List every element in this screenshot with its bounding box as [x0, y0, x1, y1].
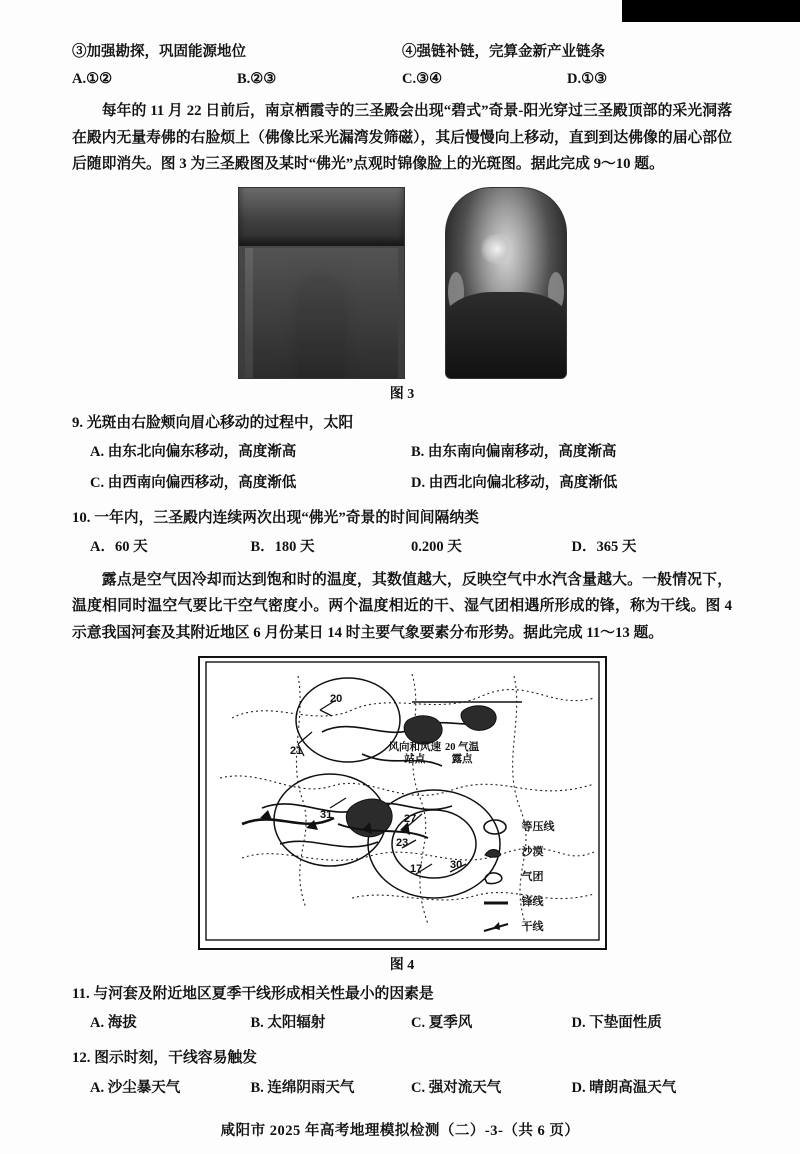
- passage-2-text: 露点是空气因冷却而达到饱和时的温度，其数值越大，反映空气中水汽含量越大。一般情况下，温度相同时温空气要比干空气密度小。两个温度相近的干、湿气团相遇所形成的锋，称为干线。图 4 示意我国河套及其附近地区 6 月份某日 14 时主要气象要素分布形势。据此完成 11～13 题。: [72, 571, 732, 641]
- top-question-choices: [72, 65, 732, 94]
- legend-item-dryline: [481, 915, 599, 940]
- svg-text:31: 31: [319, 808, 332, 821]
- buddha-ear-right-icon: [548, 272, 564, 312]
- question-9-stem: [72, 409, 732, 437]
- wind-legend-line3: 20 气温: [445, 741, 480, 753]
- dryline-icon: [481, 918, 515, 936]
- q12-option-c[interactable]: C. 强对流天气: [411, 1079, 502, 1096]
- question-12-number: 12.: [72, 1050, 91, 1067]
- svg-text:23: 23: [395, 836, 408, 849]
- desert-icon: [481, 843, 515, 861]
- wind-legend-line4: 露点: [451, 753, 473, 765]
- front-line-icon: [481, 893, 515, 911]
- question-11-number: 11.: [72, 985, 90, 1002]
- question-11-stem: [72, 980, 732, 1008]
- figure-4-caption: 图 4: [389, 957, 415, 973]
- question-11-text: 与河套及附近地区夏季干线形成相关性最小的因素是: [93, 985, 434, 1002]
- q12-option-a[interactable]: A. 沙尘暴天气: [90, 1079, 181, 1096]
- isobar-icon: [481, 818, 515, 836]
- q9-option-a[interactable]: A. 由东北向偏东移动，高度渐高: [90, 444, 297, 461]
- question-11-options: [72, 1008, 732, 1038]
- q10-option-a[interactable]: A．60 天: [90, 539, 148, 556]
- q11-option-d[interactable]: D. 下垫面性质: [571, 1014, 662, 1031]
- temple-photo: [238, 187, 405, 379]
- q9-option-b[interactable]: B. 由东南向偏南移动，高度渐高: [411, 444, 617, 461]
- wind-legend-line2: 站点: [404, 753, 426, 765]
- figure-4: [72, 656, 732, 974]
- top-black-bar: [622, 0, 800, 22]
- q11-option-a[interactable]: A. 海拔: [90, 1014, 137, 1031]
- top-question-line1: [72, 40, 732, 65]
- q9-option-d[interactable]: D. 由西北向偏北移动，高度渐低: [411, 474, 618, 491]
- passage-1-text: 每年的 11 月 22 日前后，南京栖霞寺的三圣殿会出现“碧式”奇景-阳光穿过三圣殿顶部的采光洞落在殿内无量寿佛的右脸烦上（佛像比采光漏湾发筛磁），其后慢慢向上移动，直到到达佛像的届心部位后随即消失。图 3 为三圣殿图及某时“佛光”点观时锦像脸上的光斑图。据此完成 9～10 题。: [72, 103, 732, 173]
- q10-option-b[interactable]: B．180 天: [250, 539, 315, 556]
- svg-text:21: 21: [289, 744, 302, 757]
- legend-item-isobar: [481, 815, 599, 840]
- choice-a[interactable]: A.①②: [72, 71, 113, 88]
- legend-label-dryline: 干线: [521, 920, 544, 933]
- legend-item-desert: [481, 840, 599, 865]
- weather-map: [198, 656, 607, 950]
- passage-1: [72, 98, 732, 177]
- option-4-text: ④强链补链，完算金新产业链条: [402, 44, 605, 60]
- q12-option-b[interactable]: B. 连绵阴雨天气: [250, 1079, 355, 1096]
- map-legend: [481, 815, 599, 940]
- legend-label-front: 锋线: [521, 895, 544, 908]
- svg-text:27: 27: [403, 812, 416, 825]
- q9-option-c[interactable]: C. 由西南向偏西移动，高度渐低: [90, 474, 297, 491]
- q10-option-d[interactable]: D．365 天: [571, 539, 637, 556]
- legend-label-airmass: 气团: [521, 870, 544, 883]
- choice-d[interactable]: D.①③: [567, 71, 608, 88]
- q10-option-c[interactable]: 0.200 天: [411, 539, 462, 556]
- q11-option-c[interactable]: C. 夏季风: [411, 1014, 473, 1031]
- svg-text:20: 20: [329, 692, 342, 705]
- q12-option-d[interactable]: D. 晴朗高温天气: [571, 1079, 677, 1096]
- question-12-stem: [72, 1044, 732, 1072]
- legend-label-isobar: 等压线: [521, 820, 555, 833]
- buddha-ear-left-icon: [448, 272, 464, 312]
- question-12-options: [72, 1073, 732, 1103]
- page-footer: 咸阳市 2025 年高考地理模拟检测（二）-3-（共 6 页）: [220, 1123, 580, 1139]
- q11-option-b[interactable]: B. 太阳辐射: [250, 1014, 326, 1031]
- question-10-text: 一年内，三圣殿内连续两次出现“佛光”奇景的时间间隔纳类: [94, 510, 479, 527]
- choice-b[interactable]: B.②③: [237, 71, 277, 88]
- legend-item-airmass: [481, 865, 599, 890]
- svg-text:17: 17: [409, 862, 422, 875]
- figure-3: [72, 187, 732, 403]
- wind-legend-annotation: [389, 742, 485, 766]
- page-content: [72, 40, 732, 1103]
- question-10-stem: [72, 504, 732, 532]
- buddha-face-photo: [445, 187, 567, 379]
- option-3-text: ③加强勘探，巩固能源地位: [72, 44, 246, 60]
- airmass-icon: [481, 868, 515, 886]
- figure-3-caption: 图 3: [389, 387, 415, 403]
- legend-label-desert: 沙漠: [521, 845, 544, 858]
- question-9-text: 光斑由右脸颊向眉心移动的过程中，太阳: [86, 415, 354, 432]
- question-9-options-row-1: [72, 437, 732, 467]
- passage-2: [72, 567, 732, 646]
- wind-legend-line1: 风向和风速: [388, 741, 441, 753]
- choice-c[interactable]: C.③④: [402, 71, 443, 88]
- question-10-options: [72, 532, 732, 562]
- question-9-options-row-2: [72, 468, 732, 498]
- temple-facade-detail: [245, 248, 398, 378]
- question-9-number: 9.: [72, 415, 84, 432]
- question-10-number: 10.: [72, 510, 91, 527]
- question-12-text: 图示时刻，干线容易触发: [94, 1050, 257, 1067]
- legend-item-front: [481, 890, 599, 915]
- svg-text:30: 30: [449, 858, 462, 871]
